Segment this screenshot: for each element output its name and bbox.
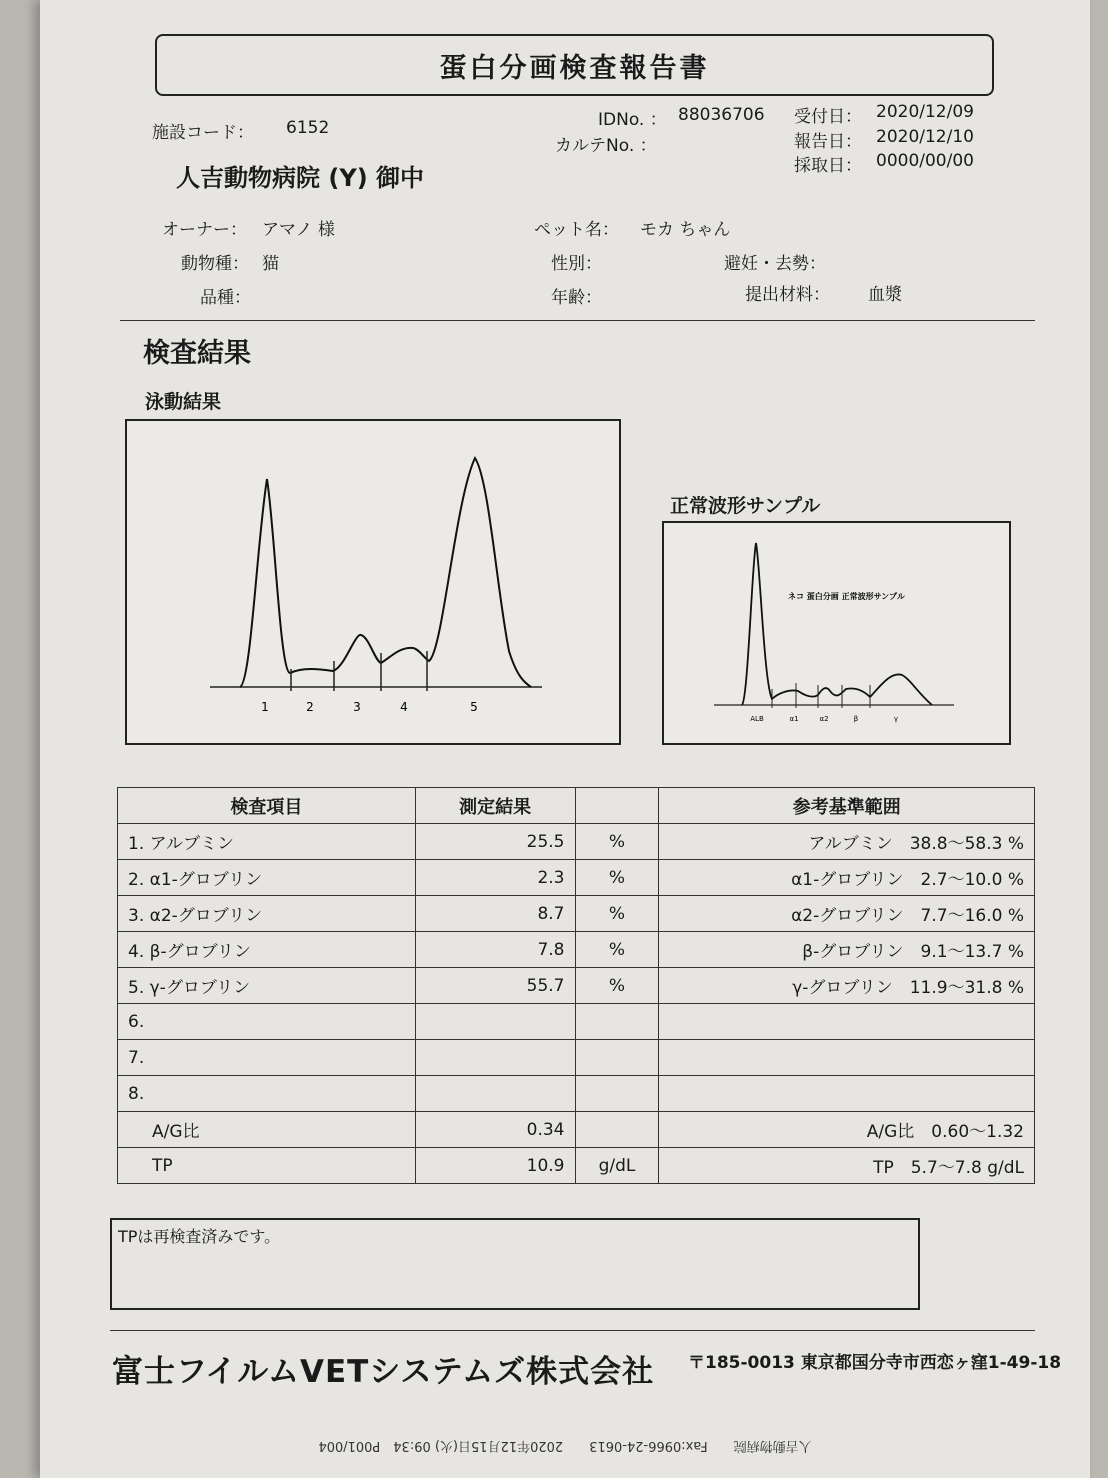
table-cell-reference: α2-グロブリン 7.7～16.0 % [659,896,1035,932]
table-header-row [118,788,1035,824]
table-cell-item: 7. [118,1040,416,1076]
table-cell-item: 4. β-グロブリン [118,932,416,968]
table-cell-value: 0.34 [415,1112,575,1148]
note-box [110,1218,920,1310]
table-cell-reference: アルブミン 38.8～58.3 % [659,824,1035,860]
section-title: 検査結果 [143,338,251,369]
table-row [118,1112,1035,1148]
fraction-label-3: 3 [353,700,361,714]
facility-code: 6152 [286,118,330,138]
collected-label: 採取日： [794,156,862,176]
pet-label: ペット名： [534,220,619,240]
divider [120,320,1035,321]
company-address: 〒185-0013 東京都国分寺市西恋ヶ窪1-49-18 [688,1353,1062,1373]
electrophoresis-curve [240,458,531,687]
table-cell-reference [659,1076,1035,1112]
table-row [118,824,1035,860]
electrophoresis-title: 泳動結果 [145,391,222,413]
table-row [118,1148,1035,1184]
table-cell-reference: γ-グロブリン 11.9～31.8 % [659,968,1035,1004]
pet-name: モカ ちゃん [640,220,731,240]
table-cell-reference: A/G比 0.60～1.32 [659,1112,1035,1148]
table-cell-unit: % [575,860,659,896]
table-cell-value [415,1040,575,1076]
table-cell-value: 7.8 [415,932,575,968]
table-cell-value [415,1076,575,1112]
sex-label: 性別： [551,254,602,274]
normal-sample-chart [662,521,1011,745]
note-text: TPは再検査済みです。 [118,1227,281,1246]
header-reference: 参考基準範囲 [659,788,1035,824]
table-row [118,896,1035,932]
sample-curve [742,543,932,705]
sample-title: 正常波形サンプル [670,495,821,517]
report-title: 蛋白分画検査報告書 [155,34,994,96]
table-cell-item: 5. γ-グロブリン [118,968,416,1004]
received-label: 受付日： [794,107,862,127]
table-cell-unit [575,1076,659,1112]
neuter-label: 避妊・去勢： [724,254,826,274]
fraction-label-2: 2 [306,700,314,714]
table-cell-value: 25.5 [415,824,575,860]
table-cell-unit: g/dL [575,1148,659,1184]
age-label: 年齢： [551,288,602,308]
table-cell-unit: % [575,932,659,968]
table-row [118,932,1035,968]
table-cell-item: 2. α1-グロブリン [118,860,416,896]
table-cell-unit [575,1112,659,1148]
fax-header-line: 人吉動物病院 Fax:0966-24-0613 2020年12月15日(火) 09:34 P001/004 [318,1438,812,1453]
table-row [118,1004,1035,1040]
results-table [117,787,1035,1184]
electrophoresis-chart [125,419,621,745]
facility-code-label: 施設コード： [152,123,254,143]
sample-label-b: β [853,715,859,723]
hospital-name: 人吉動物病院 (Y) 御中 [176,164,425,192]
table-cell-item: 3. α2-グロブリン [118,896,416,932]
electrophoresis-svg [127,421,619,743]
header-unit [575,788,659,824]
received-date: 2020/12/09 [876,102,974,122]
table-row [118,968,1035,1004]
fraction-label-1: 1 [261,700,269,714]
sample-label-g: γ [893,715,899,723]
table-cell-item: 1. アルブミン [118,824,416,860]
sample-label-a1: α1 [789,715,799,723]
table-cell-reference: TP 5.7～7.8 g/dL [659,1148,1035,1184]
breed-label: 品種： [200,288,251,308]
species-label: 動物種： [181,254,249,274]
table-cell-item: 8. [118,1076,416,1112]
table-cell-reference [659,1004,1035,1040]
fraction-label-5: 5 [470,700,478,714]
table-cell-unit: % [575,968,659,1004]
table-row [118,1076,1035,1112]
material-value: 血漿 [868,285,902,305]
species-value: 猫 [262,254,279,274]
material-label: 提出材料： [745,285,830,305]
footer-divider [110,1330,1035,1331]
normal-sample-svg [664,523,1009,743]
sample-label-a2: α2 [819,715,829,723]
sample-chart-title: ネコ 蛋白分画 正常波形サンプル [788,592,905,601]
report-date-label: 報告日： [794,132,862,152]
company-name: 富士フイルムVETシステムズ株式会社 [112,1354,655,1390]
table-cell-reference: β-グロブリン 9.1～13.7 % [659,932,1035,968]
results-body [118,824,1035,1184]
owner-name: アマノ 様 [262,220,335,240]
id-value: 88036706 [678,105,765,125]
fraction-label-4: 4 [400,700,408,714]
table-row [118,860,1035,896]
id-label: IDNo. ： [598,110,667,130]
table-cell-reference [659,1040,1035,1076]
table-cell-value: 8.7 [415,896,575,932]
sample-label-alb: ALB [750,715,764,723]
table-cell-unit [575,1004,659,1040]
table-row [118,1040,1035,1076]
table-cell-item: A/G比 [118,1112,416,1148]
table-cell-unit: % [575,896,659,932]
table-cell-item: TP [118,1148,416,1184]
header-result: 測定結果 [415,788,575,824]
table-cell-value [415,1004,575,1040]
table-cell-unit [575,1040,659,1076]
table-cell-item: 6. [118,1004,416,1040]
table-cell-reference: α1-グロブリン 2.7～10.0 % [659,860,1035,896]
table-cell-value: 2.3 [415,860,575,896]
owner-label: オーナー： [162,220,247,240]
karte-label: カルテNo. ： [555,136,657,156]
collected-date: 0000/00/00 [876,151,974,171]
table-cell-value: 10.9 [415,1148,575,1184]
report-date: 2020/12/10 [876,127,974,147]
table-cell-unit: % [575,824,659,860]
header-item: 検査項目 [118,788,416,824]
table-cell-value: 55.7 [415,968,575,1004]
